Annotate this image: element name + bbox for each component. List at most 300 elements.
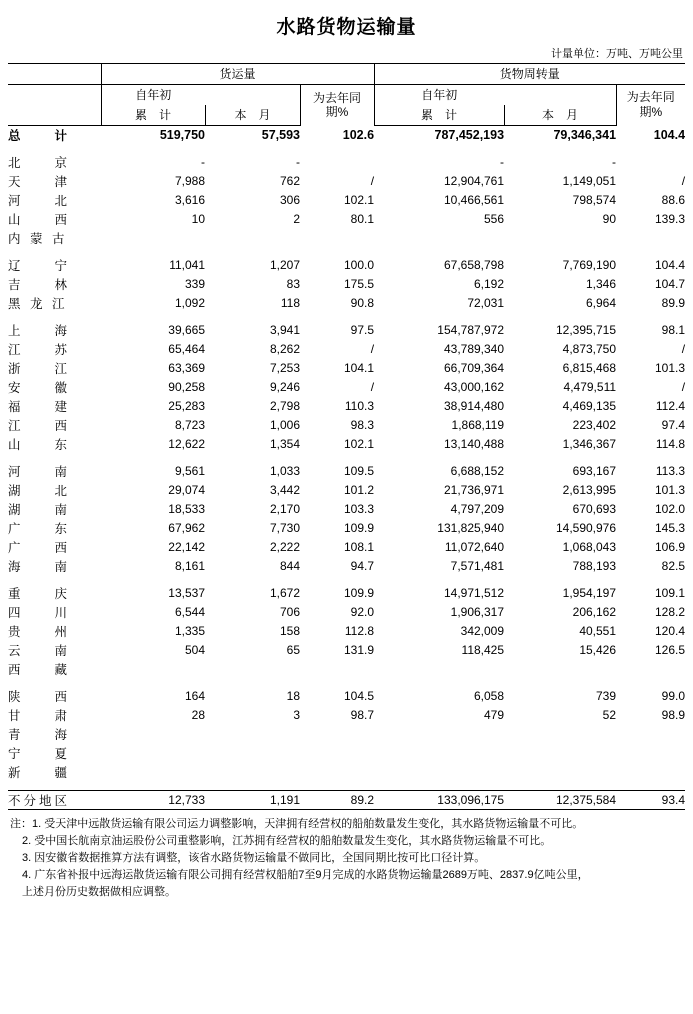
cell-turnover-pct: 114.8 — [655, 437, 686, 451]
cell-turnover-pct: 109.1 — [655, 586, 686, 600]
cell-turnover-pct: 128.2 — [655, 605, 686, 619]
row-region-label: 浙 江 — [8, 362, 71, 376]
cell-turnover-pct: 98.9 — [661, 708, 686, 722]
row-region-label: 陕 西 — [8, 690, 71, 704]
cell-freight-cum — [101, 725, 205, 744]
cell-freight-cum: 9,561 — [174, 464, 205, 478]
cell-freight-cum: 28 — [191, 708, 205, 722]
cell-freight-month: 158 — [279, 624, 300, 638]
cell-turnover-cum: 1,868,119 — [451, 418, 505, 432]
cell-turnover-pct — [616, 744, 685, 763]
cell-turnover-month: 52 — [602, 708, 617, 722]
cell-turnover-pct: 104.4 — [655, 258, 686, 272]
cell-freight-month: 1,672 — [269, 586, 300, 600]
cell-turnover-pct: 106.9 — [655, 540, 686, 554]
cell-freight-pct: / — [370, 380, 375, 394]
row-region-label: 江 苏 — [8, 343, 71, 357]
cell-freight-pct: 94.7 — [350, 559, 375, 573]
cell-freight-month: 762 — [279, 174, 300, 188]
cell-turnover-month: - — [612, 155, 617, 169]
cell-freight-month: 7,253 — [269, 361, 300, 375]
cell-freight-month: 1,191 — [205, 790, 300, 809]
row-region-label: 江 西 — [8, 419, 71, 433]
cell-turnover-month: 788,193 — [572, 559, 617, 573]
header-month-1: 本 月 — [205, 105, 300, 126]
cell-freight-month: 118 — [280, 296, 300, 310]
header-group-turnover: 货物周转量 — [374, 64, 685, 85]
header-cumulative-2: 累 计 — [374, 105, 504, 126]
table-row — [8, 584, 685, 603]
table-row — [8, 641, 685, 660]
cell-turnover-pct — [616, 660, 685, 679]
cell-turnover-month — [504, 725, 616, 744]
cell-freight-cum: 1,092 — [174, 296, 205, 310]
cell-turnover-month: 1,068,043 — [562, 540, 617, 554]
cell-freight-pct: 104.5 — [344, 689, 375, 703]
table-row — [8, 687, 685, 706]
cell-turnover-cum — [374, 744, 504, 763]
header-region-blank — [8, 64, 101, 85]
cell-turnover-pct: 102.0 — [655, 502, 686, 516]
table-row — [8, 294, 685, 313]
row-region-label: 河 南 — [8, 465, 71, 479]
row-region-label: 广 西 — [8, 541, 71, 555]
table-row — [8, 481, 685, 500]
cell-turnover-pct: / — [681, 380, 686, 394]
table-header — [8, 64, 685, 126]
cell-turnover-month — [504, 763, 616, 782]
cell-turnover-month — [504, 660, 616, 679]
table-row — [8, 153, 685, 172]
table-row — [8, 462, 685, 481]
cell-freight-pct — [300, 153, 374, 172]
cell-freight-pct: / — [370, 342, 375, 356]
cell-freight-pct — [300, 229, 374, 248]
cell-turnover-month: 14,590,976 — [555, 521, 617, 535]
table-row — [8, 229, 685, 248]
row-region-label: 不分地区 — [8, 790, 101, 809]
table-row — [8, 744, 685, 763]
cell-freight-pct: 97.5 — [350, 323, 375, 337]
cell-freight-cum: 8,161 — [174, 559, 205, 573]
cell-freight-pct: 112.8 — [344, 624, 375, 638]
header-row-sub1 — [8, 85, 685, 106]
cell-turnover-pct — [616, 153, 685, 172]
table-row — [8, 397, 685, 416]
cell-freight-month: 3,442 — [269, 483, 300, 497]
header-cumulative-1: 累 计 — [101, 105, 205, 126]
cell-freight-pct: 110.3 — [344, 399, 375, 413]
page-title: 水路货物运输量 — [276, 17, 417, 38]
cell-turnover-cum: 67,658,798 — [443, 258, 505, 272]
cell-freight-cum: 39,665 — [168, 323, 205, 337]
cell-turnover-month: 4,873,750 — [562, 342, 617, 356]
cell-turnover-pct — [616, 725, 685, 744]
table-spacer-row — [8, 782, 685, 791]
cell-freight-cum: 18,533 — [168, 502, 205, 516]
table-row — [8, 790, 685, 809]
table-row — [8, 378, 685, 397]
cell-freight-pct — [300, 763, 374, 782]
row-region-label: 福 建 — [8, 400, 71, 414]
cell-freight-pct — [300, 725, 374, 744]
table-row — [8, 557, 685, 576]
table-row — [8, 275, 685, 294]
cell-turnover-cum: 21,736,971 — [443, 483, 505, 497]
cell-freight-cum: 10 — [191, 212, 205, 226]
row-region-label: 广 东 — [8, 522, 71, 536]
row-region-label: 天 津 — [8, 175, 71, 189]
table-row — [8, 416, 685, 435]
cell-freight-month: 8,262 — [269, 342, 300, 356]
water-freight-table — [8, 63, 685, 810]
table-row — [8, 725, 685, 744]
cell-freight-month: 65 — [286, 643, 300, 657]
cell-freight-pct: 102.1 — [344, 193, 375, 207]
row-region-label: 重 庆 — [8, 587, 71, 601]
cell-freight-pct: 98.7 — [350, 708, 375, 722]
cell-freight-cum: 519,750 — [159, 128, 205, 143]
cell-turnover-cum: 133,096,175 — [374, 790, 504, 809]
cell-freight-month: 2,222 — [269, 540, 300, 554]
cell-turnover-pct: 104.4 — [653, 128, 686, 142]
cell-freight-pct: 175.5 — [344, 277, 375, 291]
header-row-groups — [8, 64, 685, 85]
cell-turnover-cum: 342,009 — [460, 624, 505, 638]
cell-freight-cum — [101, 660, 205, 679]
cell-turnover-pct: 145.3 — [655, 521, 686, 535]
cell-freight-cum: 90,258 — [168, 380, 205, 394]
cell-turnover-cum: 479 — [484, 708, 505, 722]
row-region-label: 海 南 — [8, 560, 71, 574]
table-row — [8, 706, 685, 725]
cell-turnover-pct: 112.4 — [655, 399, 686, 413]
cell-turnover-cum: 43,789,340 — [443, 342, 505, 356]
cell-freight-cum — [101, 229, 205, 248]
table-row — [8, 172, 685, 191]
cell-freight-month — [205, 660, 300, 679]
cell-freight-cum: 3,616 — [174, 193, 205, 207]
cell-turnover-pct: 101.3 — [655, 361, 686, 375]
cell-turnover-month: 670,693 — [572, 502, 617, 516]
row-region-label: 贵 州 — [8, 625, 71, 639]
cell-turnover-pct: 93.4 — [616, 790, 685, 809]
cell-freight-cum: 65,464 — [168, 342, 205, 356]
cell-turnover-pct: 120.4 — [655, 624, 686, 638]
cell-freight-pct: 109.5 — [344, 464, 375, 478]
cell-turnover-month: 206,162 — [572, 605, 617, 619]
row-region-label: 青 海 — [8, 728, 71, 742]
cell-freight-pct: 108.1 — [344, 540, 375, 554]
cell-turnover-cum: 6,688,152 — [450, 464, 505, 478]
cell-turnover-month: 693,167 — [572, 464, 617, 478]
cell-turnover-cum — [374, 725, 504, 744]
cell-freight-pct — [300, 660, 374, 679]
cell-freight-pct — [300, 744, 374, 763]
cell-turnover-pct: 126.5 — [655, 643, 686, 657]
cell-freight-pct: 109.9 — [344, 521, 375, 535]
row-region-label: 云 南 — [8, 644, 71, 658]
cell-freight-pct: 100.0 — [344, 258, 375, 272]
cell-freight-month — [205, 229, 300, 248]
cell-freight-cum: 164 — [184, 689, 205, 703]
cell-turnover-pct: 104.7 — [655, 277, 686, 291]
cell-turnover-month — [504, 229, 616, 248]
cell-freight-month: 2 — [293, 212, 300, 226]
table-row — [8, 538, 685, 557]
cell-freight-month — [205, 763, 300, 782]
cell-turnover-pct: 89.9 — [661, 296, 686, 310]
cell-turnover-month: 739 — [596, 689, 617, 703]
cell-freight-cum: 8,723 — [174, 418, 205, 432]
cell-turnover-pct: / — [681, 342, 686, 356]
cell-turnover-cum: 556 — [484, 212, 505, 226]
cell-freight-cum: 11,041 — [169, 258, 205, 272]
table-row — [8, 359, 685, 378]
cell-freight-pct: 102.6 — [342, 128, 375, 142]
cell-freight-pct: 109.9 — [344, 586, 375, 600]
cell-freight-month: 706 — [279, 605, 300, 619]
cell-turnover-month: 6,815,468 — [562, 361, 617, 375]
cell-freight-month: 2,798 — [269, 399, 300, 413]
cell-freight-pct: 103.3 — [344, 502, 375, 516]
cell-freight-pct: 90.8 — [350, 296, 375, 310]
cell-turnover-cum: 1,906,317 — [450, 605, 505, 619]
cell-freight-cum — [101, 763, 205, 782]
cell-freight-month: 3 — [293, 708, 300, 722]
cell-freight-pct: 102.1 — [344, 437, 375, 451]
cell-turnover-cum: 43,000,162 — [443, 380, 505, 394]
cell-turnover-month: 6,964 — [586, 296, 617, 310]
cell-freight-month: 9,246 — [269, 380, 300, 394]
cell-freight-cum: 67,962 — [168, 521, 205, 535]
header-group-freight: 货运量 — [101, 64, 374, 85]
table-row — [8, 763, 685, 782]
table-row — [8, 500, 685, 519]
spacer-cell — [8, 248, 685, 256]
cell-turnover-month: 4,479,511 — [563, 380, 617, 394]
table-row — [8, 622, 685, 641]
row-region-label: 安 徽 — [8, 381, 71, 395]
table-spacer-row — [8, 313, 685, 321]
cell-freight-cum — [101, 744, 205, 763]
footnote-2: 2. 受中国长航南京油运股份公司重整影响，江苏拥有经营权的船舶数量发生变化，其水路货物运输量不可比。 — [22, 834, 552, 847]
cell-turnover-cum — [374, 763, 504, 782]
cell-freight-month: 844 — [279, 559, 300, 573]
cell-turnover-cum — [374, 660, 504, 679]
table-row — [8, 126, 685, 145]
header-pct-freight-l1: 为去年同 — [313, 90, 362, 105]
header-month-2: 本 月 — [504, 105, 616, 126]
cell-freight-cum: - — [201, 155, 205, 169]
cell-turnover-month: 1,954,197 — [562, 586, 617, 600]
table-row — [8, 603, 685, 622]
table-spacer-row — [8, 145, 685, 153]
row-region-label: 湖 北 — [8, 484, 71, 498]
spacer-cell — [8, 454, 685, 462]
cell-freight-month: 1,006 — [269, 418, 300, 432]
cell-turnover-pct: 98.1 — [661, 323, 686, 337]
row-region-label: 黑 龙 江 — [8, 297, 68, 311]
row-region-label: 西 藏 — [8, 663, 71, 677]
footnote-4: 4. 广东省补报中远海运散货运输有限公司拥有经营权船舶7至9月完成的水路货物运输量2689万吨、2837.9亿吨公里， — [22, 868, 589, 881]
cell-turnover-month: 223,402 — [572, 418, 617, 432]
table-row — [8, 660, 685, 679]
cell-freight-month: 57,593 — [261, 128, 300, 143]
cell-turnover-pct — [616, 229, 685, 248]
cell-freight-pct: 89.2 — [300, 790, 374, 809]
row-region-label: 上 海 — [8, 324, 71, 338]
spacer-cell — [8, 145, 685, 153]
cell-turnover-cum: 72,031 — [467, 296, 505, 310]
spacer-cell — [8, 576, 685, 584]
row-region-label: 四 川 — [8, 606, 71, 620]
header-since-start-1: 自年初 — [101, 85, 205, 106]
cell-turnover-cum: - — [500, 155, 505, 169]
cell-turnover-pct: 99.0 — [661, 689, 686, 703]
cell-turnover-pct: 97.4 — [661, 418, 686, 432]
cell-freight-month: 3,941 — [269, 323, 300, 337]
row-region-label: 北 京 — [8, 156, 71, 170]
cell-turnover-month: 12,375,584 — [504, 790, 616, 809]
cell-freight-month: 1,033 — [269, 464, 300, 478]
cell-turnover-cum: 66,709,364 — [443, 361, 505, 375]
cell-freight-cum: 12,733 — [101, 790, 205, 809]
table-body — [8, 126, 685, 810]
cell-turnover-month: 40,551 — [579, 624, 617, 638]
cell-turnover-pct: 82.5 — [661, 559, 686, 573]
cell-freight-month — [205, 725, 300, 744]
table-row — [8, 340, 685, 359]
cell-freight-month: 1,207 — [269, 258, 300, 272]
row-region-label: 辽 宁 — [8, 259, 71, 273]
table-row — [8, 256, 685, 275]
cell-turnover-cum: 4,797,209 — [450, 502, 505, 516]
cell-freight-month: 7,730 — [269, 521, 300, 535]
table-row — [8, 210, 685, 229]
header-blank-month-top — [205, 85, 300, 106]
cell-freight-cum: 6,544 — [174, 605, 205, 619]
row-region-label: 湖 南 — [8, 503, 71, 517]
cell-turnover-pct: / — [681, 174, 686, 188]
cell-turnover-month: 15,426 — [579, 643, 617, 657]
row-region-label: 吉 林 — [8, 278, 71, 292]
footnote-3: 3. 因安徽省数据推算方法有调整，该省水路货物运输量不做同比，全国同期比按可比口径计算。 — [22, 851, 486, 864]
cell-freight-month — [205, 744, 300, 763]
header-since-start-2: 自年初 — [374, 85, 504, 106]
table-row — [8, 191, 685, 210]
cell-freight-cum: 1,335 — [174, 624, 205, 638]
row-region-label: 新 疆 — [8, 766, 71, 780]
cell-freight-pct: / — [370, 174, 375, 188]
cell-freight-pct: 131.9 — [344, 643, 375, 657]
cell-turnover-month: 7,769,190 — [562, 258, 617, 272]
cell-turnover-cum — [374, 229, 504, 248]
header-blank-month-top2 — [504, 85, 616, 106]
cell-turnover-month: 79,346,341 — [553, 128, 617, 143]
cell-turnover-pct: 88.6 — [661, 193, 686, 207]
row-region-label: 宁 夏 — [8, 747, 71, 761]
cell-turnover-month: 1,346,367 — [562, 437, 617, 451]
table-row — [8, 321, 685, 340]
cell-turnover-pct: 113.3 — [655, 464, 686, 478]
cell-freight-cum: 29,074 — [168, 483, 205, 497]
unit-note: 计量单位：万吨、万吨公里 — [551, 48, 683, 60]
cell-freight-pct: 101.2 — [344, 483, 375, 497]
header-pct-freight-l2: 期% — [325, 105, 349, 120]
cell-freight-cum: 25,283 — [168, 399, 205, 413]
cell-freight-cum: 7,988 — [174, 174, 205, 188]
cell-freight-month: 18 — [286, 689, 300, 703]
cell-turnover-cum: 6,192 — [474, 277, 505, 291]
cell-turnover-cum: 154,787,972 — [437, 323, 505, 337]
cell-turnover-cum: 131,825,940 — [437, 521, 505, 535]
cell-turnover-month: 90 — [602, 212, 617, 226]
cell-freight-cum: 504 — [184, 643, 205, 657]
cell-freight-month: 2,170 — [269, 502, 300, 516]
table-row — [8, 435, 685, 454]
cell-turnover-pct: 139.3 — [655, 212, 686, 226]
cell-turnover-cum: 14,971,512 — [443, 586, 505, 600]
header-pct-turnover: 为去年同期% — [616, 85, 685, 126]
cell-freight-month: 83 — [286, 277, 300, 291]
row-region-label: 山 西 — [8, 213, 71, 227]
table-spacer-row — [8, 576, 685, 584]
footnote-1: 注：1. 受天津中远散货运输有限公司运力调整影响，天津拥有经营权的船舶数量发生变化，其水路货物运输量不可比。 — [10, 817, 584, 830]
cell-turnover-month: 1,346 — [586, 277, 617, 291]
cell-freight-cum: 22,142 — [168, 540, 205, 554]
cell-turnover-cum: 38,914,480 — [443, 399, 505, 413]
cell-freight-pct: 80.1 — [350, 212, 375, 226]
table-spacer-row — [8, 248, 685, 256]
cell-turnover-month: 4,469,135 — [562, 399, 617, 413]
cell-freight-pct: 98.3 — [350, 418, 375, 432]
footnotes — [8, 816, 685, 901]
cell-turnover-month: 798,574 — [572, 193, 617, 207]
cell-turnover-month: 12,395,715 — [555, 323, 617, 337]
cell-freight-pct: 92.0 — [350, 605, 375, 619]
cell-freight-cum: 339 — [184, 277, 205, 291]
cell-freight-cum: 12,622 — [168, 437, 205, 451]
cell-turnover-cum: 6,058 — [474, 689, 505, 703]
cell-freight-month: 1,354 — [269, 437, 300, 451]
cell-turnover-pct — [616, 763, 685, 782]
cell-turnover-pct: 101.3 — [655, 483, 686, 497]
row-region-label: 山 东 — [8, 438, 71, 452]
cell-turnover-cum: 12,904,761 — [443, 174, 505, 188]
spacer-cell — [8, 679, 685, 687]
cell-turnover-month: 2,613,995 — [562, 483, 617, 497]
row-region-label: 河 北 — [8, 194, 71, 208]
cell-turnover-cum: 118,425 — [461, 643, 505, 657]
row-region-label: 总 计 — [8, 129, 71, 144]
cell-freight-month: 306 — [279, 193, 300, 207]
table-spacer-row — [8, 454, 685, 462]
spacer-cell — [8, 782, 685, 791]
cell-turnover-cum: 13,140,488 — [443, 437, 505, 451]
cell-freight-cum: 63,369 — [168, 361, 205, 375]
cell-turnover-month — [504, 744, 616, 763]
cell-turnover-cum: 7,571,481 — [450, 559, 505, 573]
table-row — [8, 519, 685, 538]
cell-turnover-month: 1,149,051 — [562, 174, 617, 188]
header-region-blank3 — [8, 105, 101, 126]
cell-freight-month: - — [296, 155, 300, 169]
row-region-label: 甘 肃 — [8, 709, 71, 723]
header-pct-freight — [300, 85, 374, 126]
spacer-cell — [8, 313, 685, 321]
header-region-blank2 — [8, 85, 101, 106]
